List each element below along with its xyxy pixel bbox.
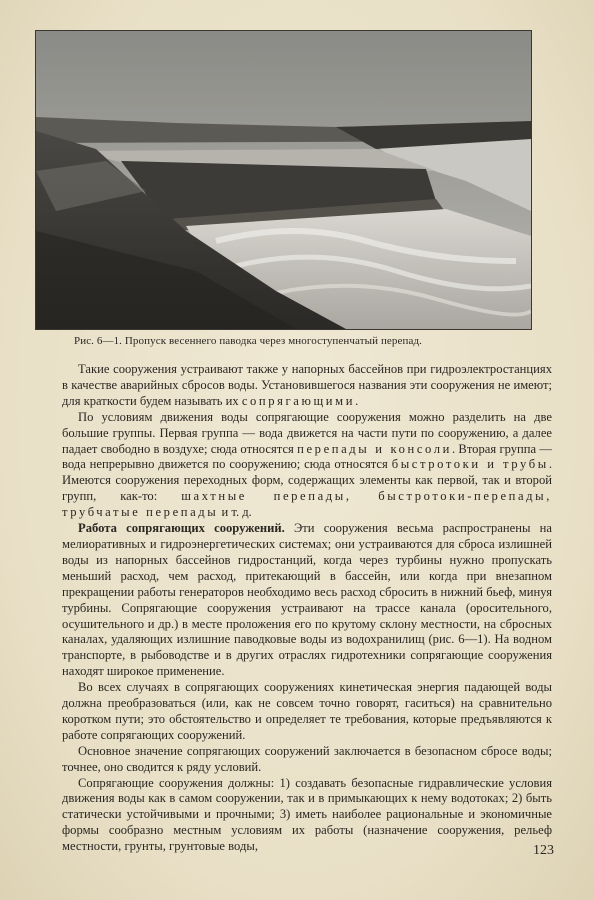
section-run-in-heading: Работа сопрягающих сооружений. <box>78 521 285 536</box>
spaced-term: быстротоки и трубы <box>391 457 549 472</box>
text-run: . Вторая группа — вода непрерывно движется по сооружению; сюда относятся <box>62 441 553 472</box>
paragraph <box>62 744 552 776</box>
text-run: Эти сооружения весьма распространены на мелиоративных и гидроэнергетических системах; они устраиваются для сброса излишней воды из напорных бассейнов гидростанций, когда через турбины нужно пропускать меньший расход, чем расход, притекающий в бассейн, или когда при внезапном прекращении работы генераторов необходимо весь расход сбросить в нижний бьеф, минуя турбины. Сопрягающие сооружения устраивают на трассе канала (оросительного, осушительного и др.) в месте проложения его по крутому склону местности, на сбросных каналах, удаляющих излишние паводковые воды из водохранилищ (рис. 6—1). На водном транспорте, в рыбоводстве и в других отраслях гидротехники сопрягающие сооружения находят широкое применение. <box>62 521 552 679</box>
paragraph <box>62 410 552 521</box>
spaced-term: перепады и консоли <box>297 441 452 456</box>
paragraph <box>62 521 552 680</box>
text-run: Такие сооружения устраивают также у напорных бассейнов при гидроэлектростанциях в качестве аварийных сбросов воды. Установившегося названия эти сооружения не имеют; для краткости будем называть их <box>62 362 552 408</box>
body-text <box>62 362 552 855</box>
paragraph <box>62 776 552 856</box>
text-run: . Имеются сооружения переходных форм, содержащих элементы как первой, так и второй групп, как-то: <box>62 457 552 504</box>
text-run: По условиям движения воды сопрягающие сооружения можно разделить на две большие группы. Первая группа — вода движется на части пути по сооружению, а далее падает свободно в воздухе; сюда относятся <box>62 409 552 456</box>
spillway-photo-image <box>36 31 531 329</box>
figure-caption: Рис. 6—1. Пропуск весеннего паводка через многоступенчатый перепад. <box>74 335 423 347</box>
text-run: и т. д. <box>218 505 252 520</box>
paragraph <box>62 362 552 410</box>
text-run: . <box>355 393 359 408</box>
text-run: Во всех случаях в сопрягающих сооружениях кинетическая энергия падающей воды должна преобразоваться (или, как не совсем точно говорят, гаситься) на сравнительно коротком пути; это обстоятельство и определяет те требования, которые предъявляются к работе сопрягающих сооружений. <box>62 680 552 742</box>
paragraph <box>62 680 552 744</box>
text-run: Основное значение сопрягающих сооружений заключается в безопасном сбросе воды; точнее, оно сводится к ряду условий. <box>62 743 552 774</box>
page-number: 123 <box>533 843 554 858</box>
spaced-term: сопрягающими <box>241 393 356 408</box>
spaced-term: шахтные перепады, быстротоки-перепады, трубчатые перепады <box>62 489 552 520</box>
figure-photo <box>35 30 532 330</box>
text-run: Сопрягающие сооружения должны: 1) создавать безопасные гидравлические условия движения воды как в самом сооружении, так и в примыкающих к нему водотоках; 2) быть статически устойчивыми и прочными; 3) иметь наиболее рациональные и экономичные формы сообразно местным условиям их работы (назначение сооружения, рельеф местности, грунты, грунтовые воды, <box>62 775 552 854</box>
